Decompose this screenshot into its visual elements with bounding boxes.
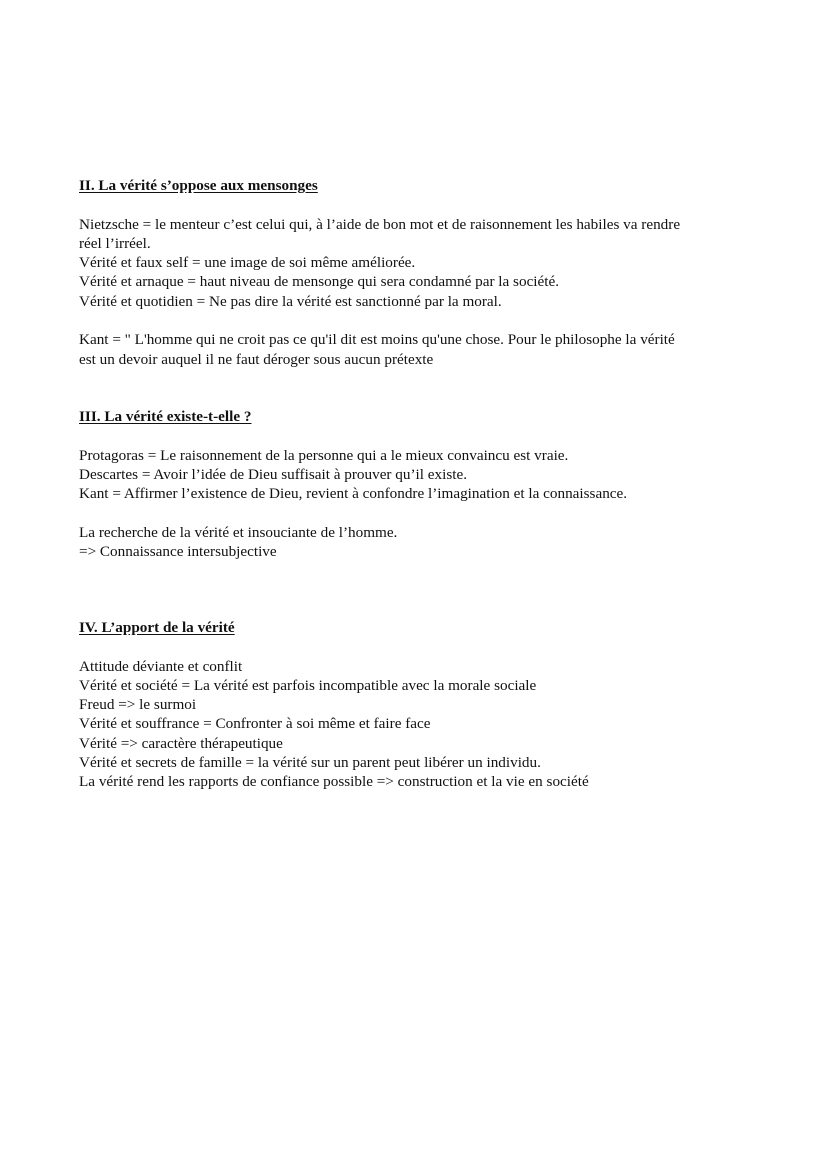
text-line: Attitude déviante et conflit	[79, 657, 243, 675]
section-iii	[79, 407, 759, 561]
text-line: Vérité et secrets de famille = la vérité sur un parent peut libérer un individu.	[79, 754, 541, 772]
paragraph	[79, 446, 759, 504]
text-line: Nietzsche = le menteur c’est celui qui, à l’aide de bon mot et de raisonnement les habiles va rendre	[79, 215, 681, 233]
text-line: => Connaissance intersubjective	[79, 543, 277, 561]
text-line: Vérité et arnaque = haut niveau de mensonge qui sera condamné par la société.	[79, 273, 560, 291]
text-line: Vérité et quotidien = Ne pas dire la vérité est sanctionné par la moral.	[79, 292, 502, 310]
text-line: Vérité et société = La vérité est parfois incompatible avec la morale sociale	[79, 676, 537, 694]
section-heading: III. La vérité existe-t-elle ?	[79, 408, 252, 425]
text-line: La vérité rend les rapports de confiance possible => construction et la vie en société	[79, 773, 589, 791]
text-line: réel l’irréel.	[79, 234, 151, 252]
section-heading: II. La vérité s’oppose aux mensonges	[79, 177, 318, 194]
text-line: Descartes = Avoir l’idée de Dieu suffisait à prouver qu’il existe.	[79, 465, 467, 483]
paragraph	[79, 330, 759, 369]
text-line: La recherche de la vérité et insouciante de l’homme.	[79, 523, 398, 541]
text-line: Protagoras = Le raisonnement de la personne qui a le mieux convaincu est vraie.	[79, 446, 569, 464]
text-line: est un devoir auquel il ne faut déroger sous aucun prétexte	[79, 350, 434, 368]
section-ii	[79, 176, 759, 369]
text-line: Kant = " L'homme qui ne croit pas ce qu'il dit est moins qu'une chose. Pour le philosophe la vérité	[79, 331, 675, 349]
text-line: Vérité et faux self = une image de soi même améliorée.	[79, 254, 416, 272]
section-heading: IV. L’apport de la vérité	[79, 619, 235, 636]
section-iv	[79, 618, 759, 792]
paragraph	[79, 523, 759, 562]
paragraph	[79, 657, 759, 792]
text-line: Vérité et souffrance = Confronter à soi même et faire face	[79, 715, 431, 733]
text-line: Freud => le surmoi	[79, 696, 197, 714]
text-line: Kant = Affirmer l’existence de Dieu, revient à confondre l’imagination et la connaissance.	[79, 485, 628, 503]
paragraph	[79, 215, 759, 311]
text-line: Vérité => caractère thérapeutique	[79, 734, 283, 752]
